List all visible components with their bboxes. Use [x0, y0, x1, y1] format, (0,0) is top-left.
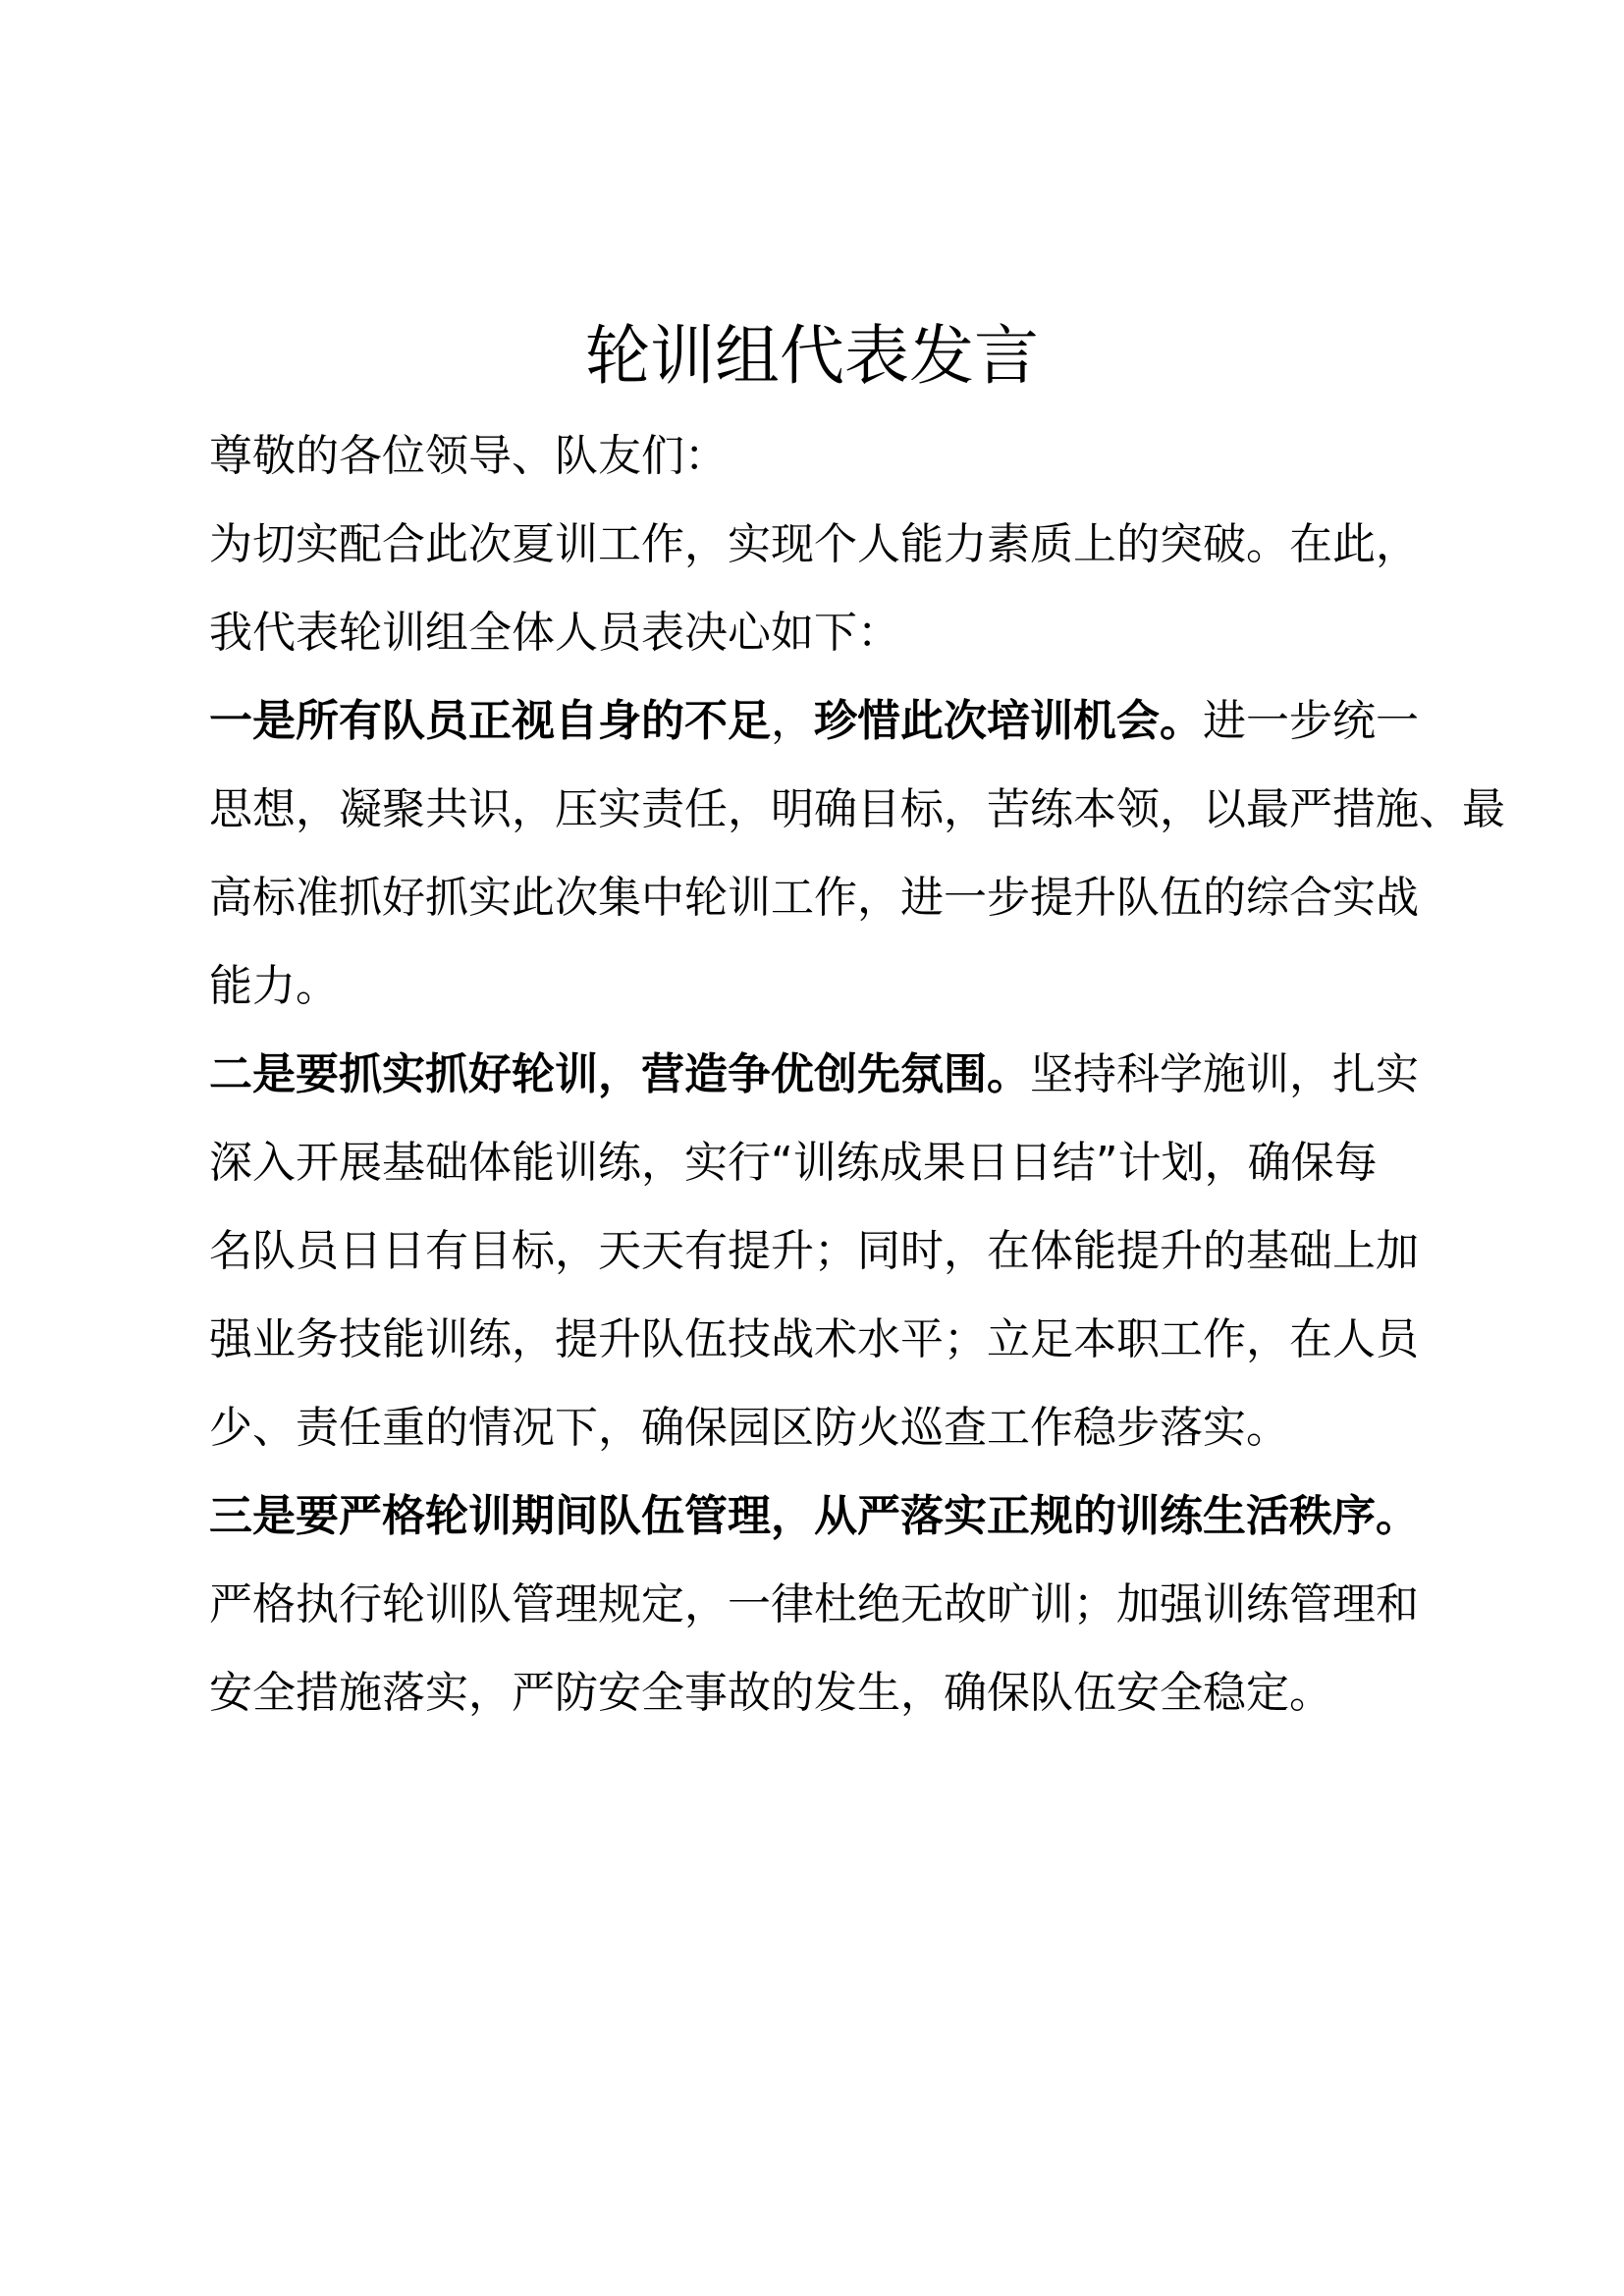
body-line — [209, 412, 1427, 501]
text-segment: 我代表轮训组全体人员表决心如下： — [209, 608, 900, 658]
text-segment: 能力。 — [209, 961, 339, 1011]
body-line — [209, 1031, 1427, 1119]
text-segment: 安全措施落实，严防安全事故的发生，确保队伍安全稳定。 — [209, 1668, 1332, 1718]
document-title: 轮训组代表发言 — [585, 318, 1039, 394]
body-line — [209, 1472, 1427, 1561]
text-segment: 少、责任重的情况下，确保园区防火巡查工作稳步落实。 — [209, 1403, 1289, 1453]
text-segment: 深入开展基础体能训练，实行“训练成果日日结”计划，确保每 — [209, 1138, 1378, 1188]
body-line — [209, 589, 1427, 677]
text-segment: ， — [771, 696, 814, 746]
text-segment: 尊敬的各位领导、队友们： — [209, 431, 728, 481]
text-segment: 强业务技能训练，提升队伍技战术水平；立足本职工作，在人员 — [209, 1314, 1419, 1364]
bold-text-segment: 二是要抓实抓好轮训，营造争优创先氛围。 — [209, 1049, 1030, 1099]
text-segment: 高标准抓好抓实此次集中轮训工作，进一步提升队伍的综合实战 — [209, 873, 1419, 923]
body-line — [209, 854, 1427, 942]
text-segment: 思想，凝聚共识，压实责任，明确目标，苦练本领，以最严措施、最 — [209, 784, 1505, 834]
bold-text-segment: 一是所有队员正视自身的不足 — [209, 696, 771, 746]
body-line — [209, 766, 1505, 854]
text-segment: 进一步统一 — [1203, 696, 1419, 746]
body-line — [209, 1561, 1427, 1649]
document-body — [209, 412, 1505, 1737]
text-segment: 坚持科学施训，扎实 — [1030, 1049, 1419, 1099]
text-segment: 严格执行轮训队管理规定，一律杜绝无故旷训；加强训练管理和 — [209, 1579, 1419, 1629]
body-line — [209, 1296, 1427, 1384]
body-line — [209, 1207, 1427, 1296]
body-line — [209, 1649, 1427, 1737]
bold-text-segment: 珍惜此次培训机会。 — [814, 696, 1203, 746]
text-segment: 名队员日日有目标，天天有提升；同时，在体能提升的基础上加 — [209, 1226, 1419, 1276]
body-line — [209, 677, 1427, 766]
body-line — [209, 1119, 1427, 1207]
bold-text-segment: 三是要严格轮训期间队伍管理，从严落实正规的训练生活秩序。 — [209, 1491, 1419, 1541]
text-segment: 为切实配合此次夏训工作，实现个人能力素质上的突破。在此， — [209, 519, 1419, 569]
body-line — [209, 942, 1427, 1031]
body-line — [209, 1384, 1427, 1472]
body-line — [209, 501, 1427, 589]
